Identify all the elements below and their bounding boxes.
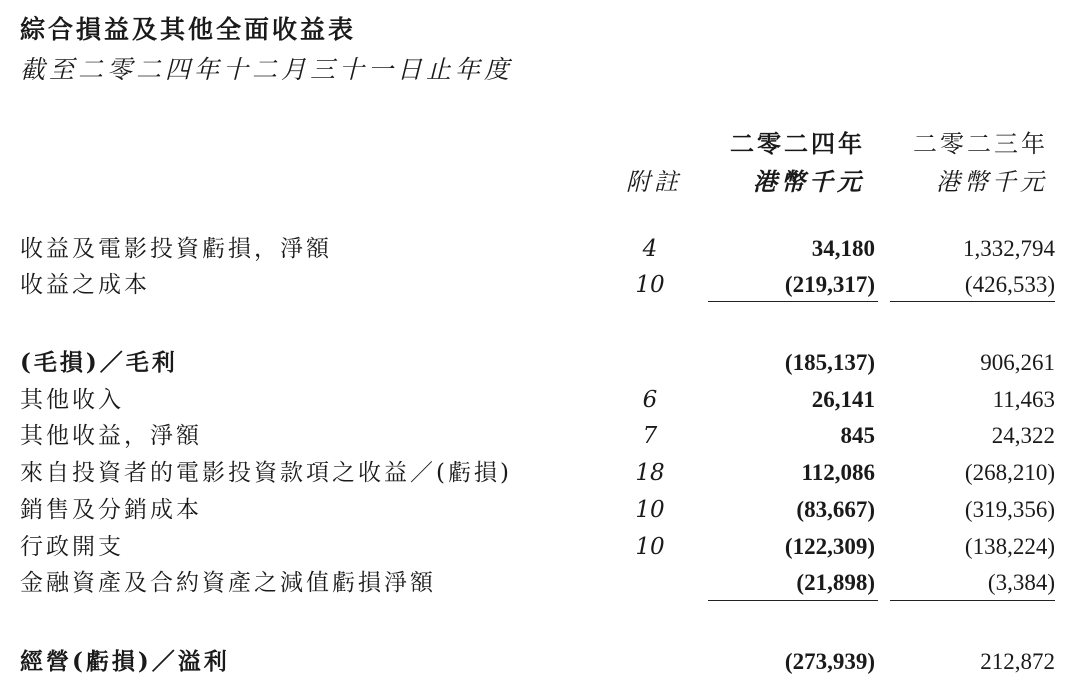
row-prior-value: 906,261 — [980, 350, 1055, 375]
subtotal-rule-prior — [890, 301, 1055, 302]
row-prior-value: (268,210) — [964, 460, 1055, 485]
row-label: 經營(虧損)／溢利 — [20, 648, 230, 675]
current-year-header: 二零二四年 — [730, 129, 865, 158]
table-row — [0, 268, 1080, 302]
row-current-value: 26,141 — [811, 387, 875, 412]
table-row — [0, 456, 1080, 490]
row-current-value: (185,137) — [784, 350, 875, 375]
row-prior-value: (138,224) — [964, 534, 1055, 559]
table-row — [0, 493, 1080, 527]
row-label: 收益及電影投資虧損，淨額 — [20, 236, 332, 262]
row-current-value: (83,667) — [796, 497, 875, 522]
current-unit-header: 港幣千元 — [753, 167, 865, 196]
row-label: 來自投資者的電影投資款項之收益／(虧損) — [20, 460, 512, 486]
row-note: 7 — [642, 423, 658, 449]
row-label: 收益之成本 — [20, 272, 150, 298]
row-note: 10 — [635, 497, 665, 523]
row-prior-value: (426,533) — [964, 272, 1055, 297]
row-prior-value: 11,463 — [992, 387, 1055, 412]
row-prior-value: 24,322 — [991, 423, 1055, 448]
table-row — [0, 645, 1080, 679]
row-note: 6 — [642, 387, 658, 413]
row-current-value: (273,939) — [784, 649, 875, 674]
table-row — [0, 566, 1080, 600]
prior-year-header: 二零二三年 — [913, 130, 1048, 158]
subtotal-rule-current — [708, 600, 878, 601]
row-label: (毛損)／毛利 — [20, 349, 178, 376]
subtotal-rule-prior — [890, 600, 1055, 601]
row-label: 金融資產及合約資產之減值虧損淨額 — [20, 570, 436, 596]
row-prior-value: 212,872 — [980, 649, 1055, 674]
row-note: 18 — [635, 460, 665, 486]
row-current-value: (219,317) — [784, 272, 875, 297]
note-header: 附註 — [626, 168, 682, 196]
row-current-value: 845 — [840, 423, 875, 448]
row-current-value: 112,086 — [801, 460, 875, 485]
row-prior-value: (3,384) — [987, 570, 1055, 595]
statement-title: 綜合損益及其他全面收益表 — [20, 15, 357, 44]
row-prior-value: (319,356) — [964, 497, 1055, 522]
row-label: 其他收益，淨額 — [20, 423, 202, 449]
table-row — [0, 232, 1080, 266]
row-label: 銷售及分銷成本 — [20, 497, 202, 523]
row-current-value: (122,309) — [784, 534, 875, 559]
statement-subtitle: 截至二零二四年十二月三十一日止年度 — [20, 55, 514, 84]
table-row — [0, 419, 1080, 453]
table-row — [0, 383, 1080, 417]
row-label: 其他收入 — [20, 387, 124, 413]
table-row — [0, 346, 1080, 380]
row-note: 10 — [635, 272, 665, 298]
row-label: 行政開支 — [20, 534, 124, 560]
row-current-value: (21,898) — [796, 570, 875, 595]
row-note: 10 — [635, 534, 665, 560]
prior-unit-header: 港幣千元 — [936, 168, 1048, 196]
row-current-value: 34,180 — [811, 236, 875, 261]
row-note: 4 — [642, 236, 658, 262]
table-row — [0, 530, 1080, 564]
row-prior-value: 1,332,794 — [963, 236, 1055, 261]
subtotal-rule-current — [708, 301, 878, 302]
